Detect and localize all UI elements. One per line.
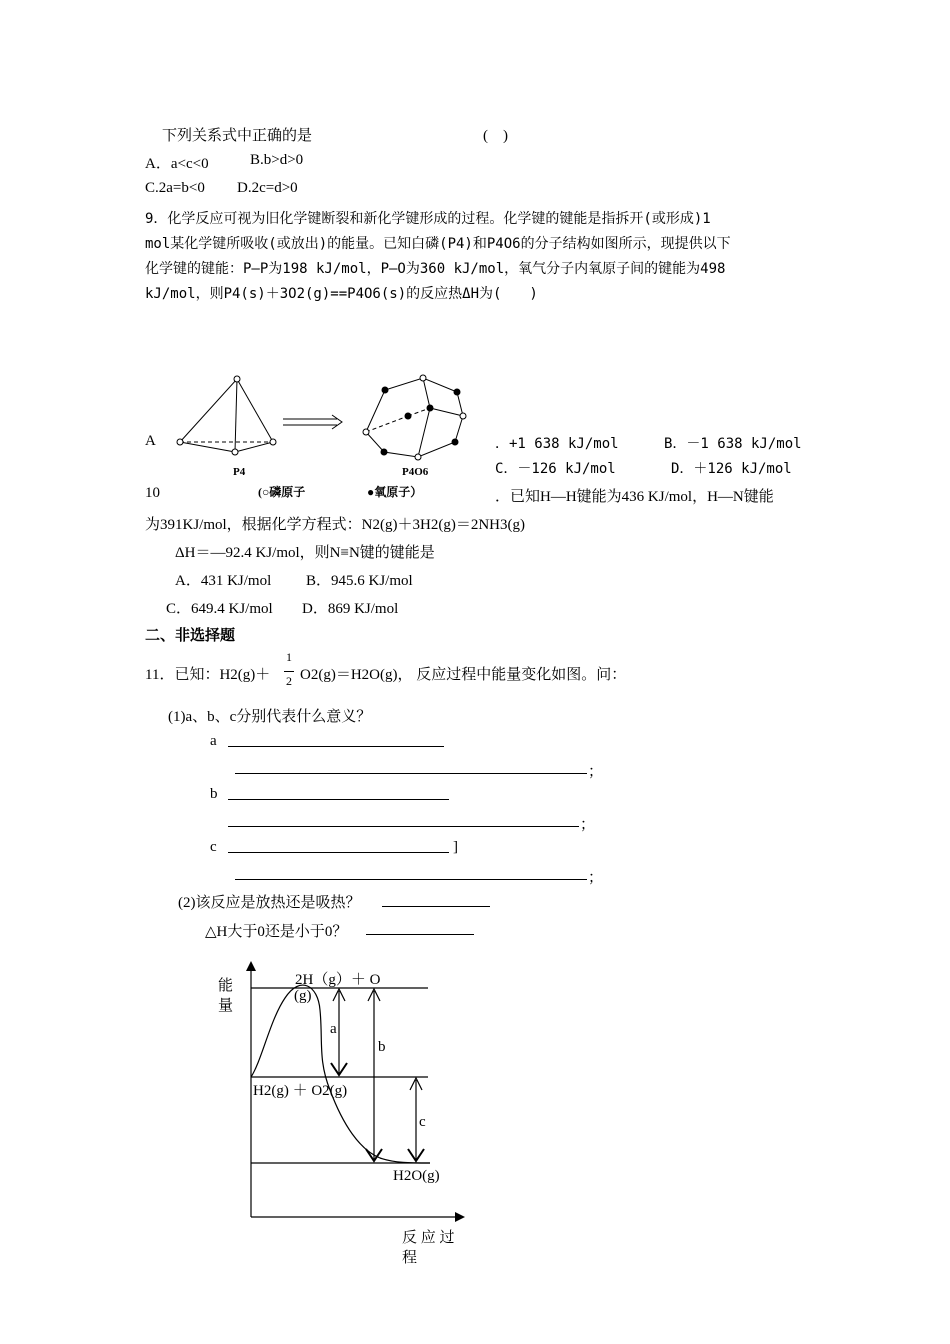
x-axis-label-1: 反 应 过 <box>402 1230 455 1246</box>
q8-answer-bracket: ( ) <box>483 128 508 144</box>
semicolon-b: ； <box>580 817 596 833</box>
q8-option-b: B.b>d>0 <box>250 152 304 168</box>
section-title: 二、非选择题 <box>145 628 236 644</box>
q10-option-b: B．945.6 KJ/mol <box>306 573 413 589</box>
q9-line-3: 化学键的键能：P—P为198 kJ/mol，P—O为360 kJ/mol，氧气分子内氧原子间的键能为498 <box>145 261 726 277</box>
q9-line-1: 9．化学反应可视为旧化学键断裂和新化学键形成的过程。化学键的键能是指拆开(或形成)1 <box>145 211 711 227</box>
y-axis-label-1: 能 <box>218 978 234 994</box>
semicolon-a: ； <box>588 764 604 780</box>
arrow-b-label: b <box>378 1039 386 1055</box>
q11-sub-2: (2)该反应是放热还是吸热？ <box>178 895 361 911</box>
legend-oxygen: ●氧原子） <box>367 485 423 499</box>
level-mid-label: H2(g) ＋ O2(g) <box>253 1083 348 1099</box>
level-top-label: 2H（g）＋ O <box>295 972 381 988</box>
semicolon-c: ； <box>588 870 604 886</box>
q9-option-d: D．＋126 kJ/mol <box>671 461 792 477</box>
label-p4o6: P4O6 <box>402 466 429 478</box>
q10-line-1: ．已知H—H键能为436 KJ/mol，H—N键能 <box>495 489 774 505</box>
y-axis-label-2: 量 <box>218 998 234 1014</box>
answer-c-bracket: ] <box>453 839 458 855</box>
legend-phosphorus: (○磷原子 <box>258 485 306 499</box>
q10-line-3: ΔH＝—92.4 KJ/mol，则N≡N键的键能是 <box>175 545 435 561</box>
q9-option-a: ．+1 638 kJ/mol <box>495 436 619 452</box>
q9-option-b: B．－1 638 kJ/mol <box>664 436 802 452</box>
q11-fraction-denominator: 2 <box>286 674 292 688</box>
q11-sub-1: (1)a、b、c分别代表什么意义？ <box>168 709 372 725</box>
q8-option-c: C.2a=b<0 <box>145 180 205 196</box>
q9-line-4: kJ/mol，则P4(s)＋3O2(g)==P4O6(s)的反应热ΔH为( ) <box>145 286 538 302</box>
q10-option-d: D．869 KJ/mol <box>302 601 399 617</box>
q11-intro-suffix: O2(g)＝H2O(g)， 反应过程中能量变化如图。问： <box>300 667 627 683</box>
q9-option-a-letter: A <box>145 433 156 449</box>
arrow-b <box>366 989 382 1161</box>
q8-option-a: A．a<c<0 <box>145 156 209 172</box>
arrow-c-label: c <box>419 1114 426 1130</box>
q10-option-c: C．649.4 KJ/mol <box>166 601 273 617</box>
answer-c-label: c <box>210 839 217 855</box>
level-top-label-cont: (g) <box>294 988 312 1004</box>
answer-a-label: a <box>210 733 217 749</box>
q11-sub-3: △H大于0还是小于0？ <box>205 924 348 940</box>
q11-fraction-numerator: 1 <box>286 650 292 664</box>
level-bottom-label: H2O(g) <box>393 1168 440 1184</box>
q9-line-2: mol某化学键所吸收(或放出)的能量。已知白磷(P4)和P4O6的分子结构如图所示，现提供以下 <box>145 236 731 252</box>
q9-option-c: C．－126 kJ/mol <box>495 461 616 477</box>
q10-option-a: A．431 KJ/mol <box>175 573 272 589</box>
q11-intro-prefix: 11．已知：H2(g)＋ <box>145 667 271 683</box>
arrow-a-label: a <box>330 1021 337 1037</box>
label-p4: P4 <box>233 466 246 478</box>
x-axis-label-2: 程 <box>402 1250 418 1266</box>
q10-number: 10 <box>145 485 160 501</box>
q8-option-d: D.2c=d>0 <box>237 180 298 196</box>
answer-b-label: b <box>210 786 218 802</box>
q8-prompt: 下列关系式中正确的是 <box>162 128 313 144</box>
q10-line-2: 为391KJ/mol，根据化学方程式：N2(g)＋3H2(g)＝2NH3(g) <box>145 517 525 533</box>
